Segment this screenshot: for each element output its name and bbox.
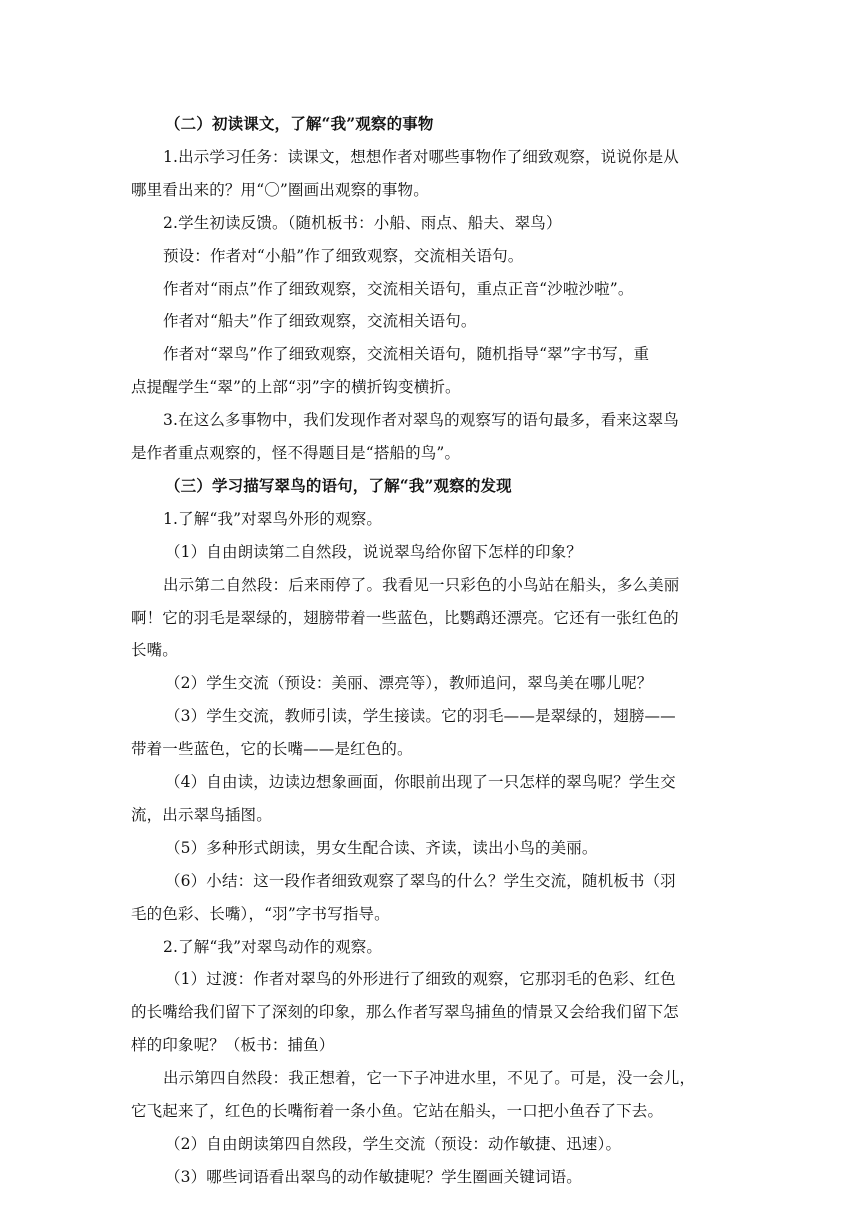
paragraph-line: 毛的色彩、长嘴），“羽”字书写指导。 xyxy=(131,904,390,923)
paragraph-line: 2.了解“我”对翠鸟动作的观察。 xyxy=(163,937,383,956)
paragraph-line: （5）多种形式朗读，男女生配合读、齐读，读出小鸟的美丽。 xyxy=(165,838,598,857)
paragraph-line: （2）自由朗读第四自然段，学生交流（预设：动作敏捷、迅速）。 xyxy=(165,1134,622,1153)
paragraph-line: 1.出示学习任务：读课文，想想作者对哪些事物作了细致观察，说说你是从 xyxy=(163,147,679,166)
paragraph-line: 的长嘴给我们留下了深刻的印象，那么作者写翠鸟捕鱼的情景又会给我们留下怎 xyxy=(131,1003,679,1022)
paragraph-line: （6）小结：这一段作者细致观察了翠鸟的什么？学生交流，随机板书（羽 xyxy=(165,871,676,890)
paragraph-line: 3.在这么多事物中，我们发现作者对翠鸟的观察写的语句最多，看来这翠鸟 xyxy=(163,411,679,430)
paragraph-line: 点提醒学生“翠”的上部“羽”字的横折钩变横折。 xyxy=(131,378,461,397)
paragraph-line: 作者对“船夫”作了细致观察，交流相关语句。 xyxy=(163,312,477,331)
paragraph-line: （1）过渡：作者对翠鸟的外形进行了细致的观察，它那羽毛的色彩、红色 xyxy=(165,970,676,989)
paragraph-line: 带着一些蓝色，它的长嘴——是红色的。 xyxy=(131,740,413,759)
paragraph-line: （4）自由读，边读边想象画面，你眼前出现了一只怎样的翠鸟呢？学生交 xyxy=(165,773,676,791)
paragraph-line: （3）哪些词语看出翠鸟的动作敏捷呢？学生圈画关键词语。 xyxy=(165,1167,582,1186)
paragraph-line: 预设：作者对“小船”作了细致观察，交流相关语句。 xyxy=(163,246,524,265)
paragraph-line: （2）学生交流（预设：美丽、漂亮等），教师追问，翠鸟美在哪儿呢？ xyxy=(165,674,653,693)
paragraph-line: 出示第二自然段：后来雨停了。我看见一只彩色的小鸟站在船头，多么美丽 xyxy=(163,575,680,594)
paragraph-line: （3）学生交流，教师引读，学生接读。它的羽毛——是翠绿的，翅膀—— xyxy=(165,707,676,726)
paragraph-line: 样的印象呢？（板书：捕鱼） xyxy=(131,1036,335,1055)
section-heading: （二）初读课文，了解“我”观察的事物 xyxy=(165,114,434,133)
paragraph-line: 2.学生初读反馈。（随机板书：小船、雨点、船夫、翠鸟） xyxy=(163,213,562,232)
section-heading: （三）学习描写翠鸟的语句，了解“我”观察的发现 xyxy=(165,475,512,495)
paragraph-line: 作者对“翠鸟”作了细致观察，交流相关语句，随机指导“翠”字书写，重 xyxy=(163,345,650,364)
paragraph-line: 啊！它的羽毛是翠绿的，翅膀带着一些蓝色，比鹦鹉还漂亮。它还有一张红色的 xyxy=(131,608,679,627)
paragraph-line: （1）自由朗读第二自然段，说说翠鸟给你留下怎样的印象？ xyxy=(165,542,582,561)
paragraph-line: 1.了解“我”对翠鸟外形的观察。 xyxy=(163,509,383,528)
paragraph-line: 流，出示翠鸟插图。 xyxy=(131,805,272,824)
paragraph-line: 作者对“雨点”作了细致观察，交流相关语句，重点正音“沙啦沙啦”。 xyxy=(163,279,634,298)
paragraph-line: 哪里看出来的？用“〇”圈画出观察的事物。 xyxy=(131,180,429,199)
paragraph-line: 出示第四自然段：我正想着，它一下子冲进水里，不见了。可是，没一会儿， xyxy=(163,1069,696,1088)
paragraph-line: 是作者重点观察的，怪不得题目是“搭船的鸟”。 xyxy=(131,444,461,462)
paragraph-line: 它飞起来了，红色的长嘴衔着一条小鱼。它站在船头，一口把小鱼吞了下去。 xyxy=(131,1102,664,1120)
paragraph-line: 长嘴。 xyxy=(131,641,178,660)
